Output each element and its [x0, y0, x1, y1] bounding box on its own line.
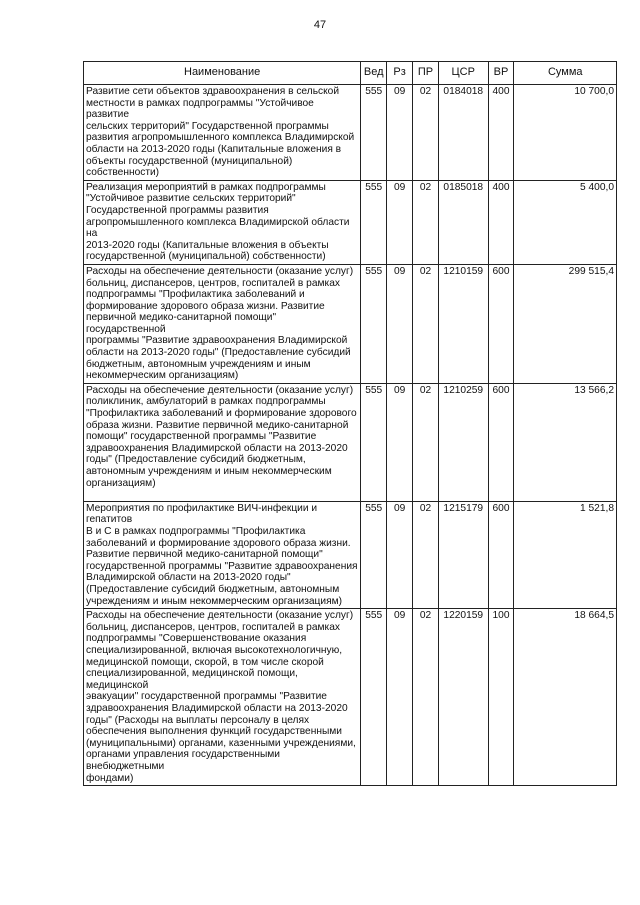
row-csr: 1210259: [438, 383, 488, 501]
header-sum: Сумма: [514, 62, 617, 85]
row-vr: 600: [488, 264, 514, 383]
row-name: Реализация мероприятий в рамках подпрограммы "Устойчивое развитие сельских территорий" Государственной программы развития агропромышленного комплекса Владимирской области на 2013-2020 годы (Капитальные вложения в объекты государственной (муниципальной) собственности): [84, 180, 361, 264]
header-pr: ПР: [413, 62, 439, 85]
row-vr: 100: [488, 609, 514, 786]
row-sum: 5 400,0: [514, 180, 617, 264]
row-rz: 09: [387, 85, 413, 181]
row-pr: 02: [413, 383, 439, 501]
row-sum: 299 515,4: [514, 264, 617, 383]
row-ved: 555: [361, 383, 387, 501]
table-row: [84, 383, 617, 501]
row-ved: 555: [361, 501, 387, 608]
row-csr: 1215179: [438, 501, 488, 608]
row-csr: 0184018: [438, 85, 488, 181]
table-header: [84, 62, 617, 85]
row-pr: 02: [413, 85, 439, 181]
header-row: [84, 62, 617, 85]
row-pr: 02: [413, 609, 439, 786]
table-row: [84, 501, 617, 608]
header-csr: ЦСР: [438, 62, 488, 85]
row-rz: 09: [387, 383, 413, 501]
row-ved: 555: [361, 180, 387, 264]
header-vr: ВР: [488, 62, 514, 85]
row-rz: 09: [387, 264, 413, 383]
row-vr: 600: [488, 501, 514, 608]
header-ved: Вед: [361, 62, 387, 85]
table-row: [84, 85, 617, 181]
table-row: [84, 264, 617, 383]
row-pr: 02: [413, 501, 439, 608]
row-name: Расходы на обеспечение деятельности (оказание услуг) больниц, диспансеров, центров, госпиталей в рамках подпрограммы "Совершенствование оказания специализированной, включая высокотехнологичную, медицинской помощи, скорой, в том числе скорой специализированной, медицинской помощи, медицинской эвакуации" государственной программы "Развитие здравоохранения Владимирской области на 2013-2020 годы" (Расходы на выплаты персоналу в целях обеспечения выполнения функций государственными (муниципальными) органами, казенными учреждениями, органами управления государственными внебюджетными фондами): [84, 609, 361, 786]
row-ved: 555: [361, 609, 387, 786]
row-csr: 1210159: [438, 264, 488, 383]
row-csr: 0185018: [438, 180, 488, 264]
table-row: [84, 180, 617, 264]
row-vr: 400: [488, 180, 514, 264]
row-pr: 02: [413, 264, 439, 383]
row-name: Развитие сети объектов здравоохранения в сельской местности в рамках подпрограммы "Устойчивое развитие сельских территорий" Государственной программы развития агропромышленного комплекса Владимирской области на 2013-2020 годы (Капитальные вложения в объекты государственной (муниципальной) собственности): [84, 85, 361, 181]
row-rz: 09: [387, 609, 413, 786]
table-body: [84, 85, 617, 786]
row-name: Расходы на обеспечение деятельности (оказание услуг) поликлиник, амбулаторий в рамках подпрограммы "Профилактика заболеваний и формирование здорового образа жизни. Развитие первичной медико-санитарной помощи" государственной программы "Развитие здравоохранения Владимирской области на 2013-2020 годы" (Предоставление субсидий бюджетным, автономным учреждениям и иным некоммерческим организациям): [84, 383, 361, 501]
table-row: [84, 609, 617, 786]
header-name: Наименование: [84, 62, 361, 85]
row-name: Мероприятия по профилактике ВИЧ-инфекции и гепатитов В и С в рамках подпрограммы "Профилактика заболеваний и формирование здорового образа жизни. Развитие первичной медико-санитарной помощи" государственной программы "Развитие здравоохранения Владимирской области на 2013-2020 годы" (Предоставление субсидий бюджетным, автономным учреждениям и иным некоммерческим организациям): [84, 501, 361, 608]
page-number: 47: [313, 19, 327, 31]
row-ved: 555: [361, 264, 387, 383]
row-ved: 555: [361, 85, 387, 181]
row-csr: 1220159: [438, 609, 488, 786]
row-sum: 18 664,5: [514, 609, 617, 786]
row-vr: 400: [488, 85, 514, 181]
row-name: Расходы на обеспечение деятельности (оказание услуг) больниц, диспансеров, центров, госпиталей в рамках подпрограммы "Профилактика заболеваний и формирование здорового образа жизни. Развитие первичной медико-санитарной помощи" государственной программы "Развитие здравоохранения Владимирской области на 2013-2020 годы" (Предоставление субсидий бюджетным, автономным учреждениям и иным некоммерческим организациям): [84, 264, 361, 383]
row-sum: 13 566,2: [514, 383, 617, 501]
header-rz: Рз: [387, 62, 413, 85]
row-sum: 10 700,0: [514, 85, 617, 181]
row-sum: 1 521,8: [514, 501, 617, 608]
row-rz: 09: [387, 501, 413, 608]
budget-table: [83, 61, 617, 786]
row-pr: 02: [413, 180, 439, 264]
row-vr: 600: [488, 383, 514, 501]
row-rz: 09: [387, 180, 413, 264]
